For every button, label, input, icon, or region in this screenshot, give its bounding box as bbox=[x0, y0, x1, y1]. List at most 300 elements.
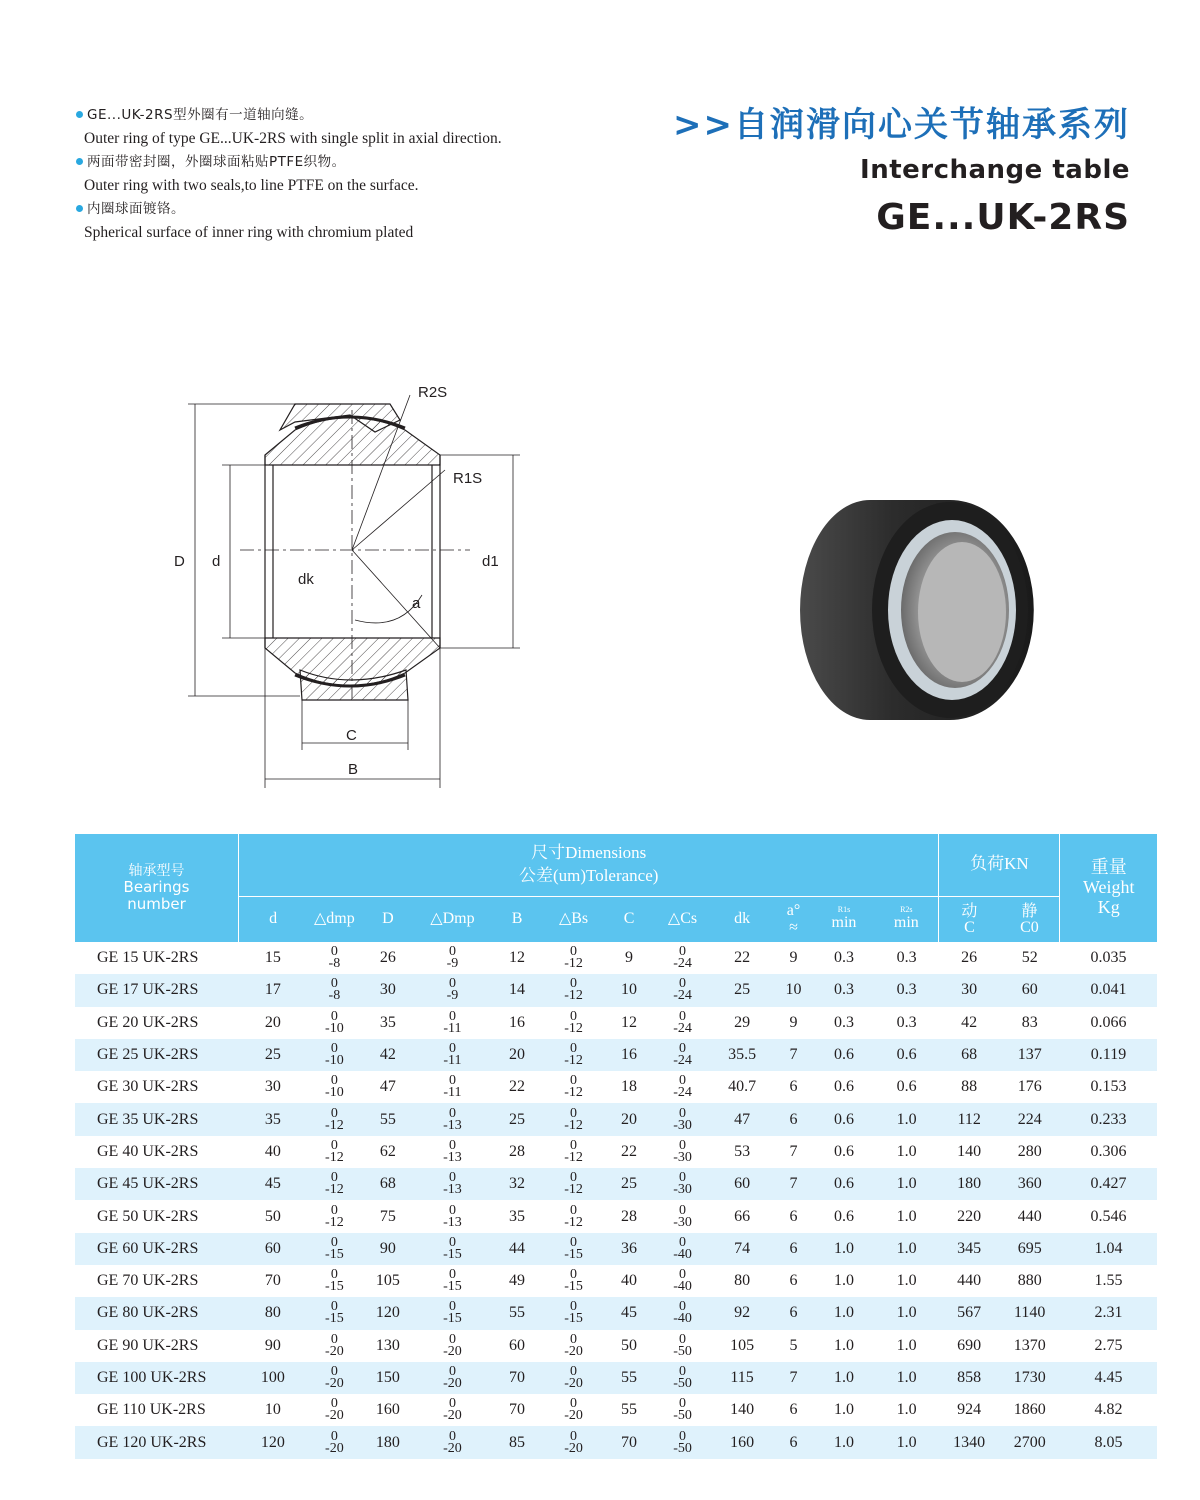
cell-weight: 0.427 bbox=[1060, 1168, 1157, 1200]
cell-B: 85 bbox=[491, 1426, 543, 1458]
cell-tol-Dmp bbox=[414, 1168, 491, 1200]
cell-static-load: 440 bbox=[1017, 1207, 1042, 1225]
cell-tol-Bs bbox=[543, 942, 604, 974]
cell-dynamic-load: 567 bbox=[939, 1297, 1000, 1329]
cell-d: 70 bbox=[264, 1272, 281, 1290]
tol-upper: 0 bbox=[570, 1267, 578, 1283]
tol-upper: 0 bbox=[448, 1331, 456, 1347]
tol-upper: 0 bbox=[679, 1428, 687, 1444]
cell-C: 50 bbox=[621, 1336, 638, 1354]
cell-static-load: 880 bbox=[1017, 1272, 1042, 1290]
cell-C: 40 bbox=[621, 1272, 638, 1290]
tol-lower: -30 bbox=[673, 1117, 692, 1133]
cell-d: 45 bbox=[239, 1168, 308, 1200]
cell-weight: 4.82 bbox=[1094, 1401, 1123, 1419]
table-row bbox=[75, 1136, 1157, 1168]
cell-weight: 0.041 bbox=[1060, 974, 1157, 1006]
cell-dynamic-load: 924 bbox=[957, 1401, 982, 1419]
cell-r1s: 1.0 bbox=[814, 1233, 875, 1265]
tol-lower: -15 bbox=[443, 1279, 462, 1295]
tol-lower: -24 bbox=[673, 956, 692, 972]
cell-dynamic-load: 140 bbox=[957, 1142, 982, 1160]
table-row bbox=[75, 1071, 1157, 1103]
cell-tol-Dmp bbox=[414, 1265, 491, 1297]
tol-lower: -20 bbox=[564, 1408, 583, 1424]
cell-r1s: 0.6 bbox=[833, 1078, 854, 1096]
label-C: C bbox=[346, 727, 357, 744]
header-bearings: 轴承型号 Bearings number bbox=[75, 834, 239, 942]
tol-upper: 0 bbox=[570, 1234, 578, 1250]
tol-upper: 0 bbox=[679, 1041, 687, 1057]
cell-static-load: 1730 bbox=[999, 1362, 1060, 1394]
cell-C: 55 bbox=[621, 1401, 638, 1419]
tol-lower: -24 bbox=[673, 1053, 692, 1069]
cell-B: 55 bbox=[491, 1297, 543, 1329]
cell-D: 30 bbox=[362, 974, 414, 1006]
cell-alpha: 7 bbox=[773, 1039, 813, 1071]
tol-lower: -15 bbox=[443, 1311, 462, 1327]
bullet-dot-icon bbox=[76, 158, 83, 165]
tol-upper: 0 bbox=[330, 1137, 338, 1153]
cell-tol-dmp bbox=[307, 1200, 362, 1232]
cell-tol-dmp bbox=[307, 1394, 362, 1426]
cell-tol-Bs bbox=[543, 1362, 604, 1394]
cell-weight: 0.066 bbox=[1090, 1013, 1127, 1031]
tol-lower: -15 bbox=[325, 1246, 344, 1262]
cell-dynamic-load: 220 bbox=[957, 1207, 982, 1225]
cell-C: 18 bbox=[621, 1078, 638, 1096]
cell-model: GE 90 UK-2RS bbox=[97, 1336, 199, 1354]
cell-tol-Bs bbox=[543, 1394, 604, 1426]
tol-lower: -12 bbox=[325, 1117, 344, 1133]
cell-tol-Bs bbox=[543, 1136, 604, 1168]
tol-lower: -8 bbox=[328, 988, 341, 1004]
tol-lower: -9 bbox=[446, 956, 459, 972]
tol-lower: -12 bbox=[564, 1149, 583, 1165]
cell-dynamic-load: 440 bbox=[957, 1272, 982, 1290]
cell-dk: 80 bbox=[734, 1272, 751, 1290]
cell-r2s: 1.0 bbox=[874, 1168, 939, 1200]
cell-alpha: 6 bbox=[789, 1401, 798, 1419]
cell-dynamic-load: 30 bbox=[939, 974, 1000, 1006]
tol-upper: 0 bbox=[679, 1137, 687, 1153]
cell-tol-Cs bbox=[654, 1362, 711, 1394]
bullet-zh: 两面带密封圈，外圈球面粘贴PTFE织物。 bbox=[87, 154, 346, 170]
tol-lower: -12 bbox=[564, 988, 583, 1004]
tol-lower: -50 bbox=[673, 1343, 692, 1359]
col-alpha: a° ≈ bbox=[773, 896, 813, 942]
table-row bbox=[75, 1330, 1157, 1362]
col-B: B bbox=[491, 896, 543, 942]
tol-lower: -11 bbox=[443, 1085, 462, 1101]
cell-tol-Dmp bbox=[414, 1394, 491, 1426]
cell-r2s: 1.0 bbox=[896, 1401, 917, 1419]
cell-weight: 8.05 bbox=[1060, 1426, 1157, 1458]
cell-tol-Cs bbox=[654, 1330, 711, 1362]
cell-tol-dmp bbox=[307, 1426, 362, 1458]
cell-D: 150 bbox=[362, 1362, 414, 1394]
tol-upper: 0 bbox=[570, 1364, 578, 1379]
cell-static-load: 1860 bbox=[1013, 1401, 1046, 1419]
cell-D: 130 bbox=[375, 1336, 400, 1354]
cell-d: 90 bbox=[264, 1336, 281, 1354]
tol-upper: 0 bbox=[679, 1008, 687, 1024]
label-d: d bbox=[212, 553, 221, 570]
cell-alpha: 6 bbox=[789, 1272, 798, 1290]
cell-weight: 0.035 bbox=[1090, 949, 1127, 967]
cell-alpha: 6 bbox=[773, 1426, 813, 1458]
cell-model: GE 35 UK-2RS bbox=[75, 1103, 239, 1135]
cell-weight: 2.75 bbox=[1094, 1336, 1123, 1354]
tol-upper: 0 bbox=[679, 1202, 687, 1218]
cell-tol-dmp bbox=[307, 1168, 362, 1200]
col-d: d bbox=[239, 896, 308, 942]
tol-lower: -20 bbox=[443, 1376, 462, 1391]
cell-dk: 60 bbox=[711, 1168, 774, 1200]
cell-tol-dmp bbox=[307, 974, 362, 1006]
tol-lower: -24 bbox=[673, 1085, 692, 1101]
table-row bbox=[75, 942, 1157, 974]
cell-dk: 29 bbox=[734, 1013, 751, 1031]
tol-lower: -30 bbox=[673, 1149, 692, 1165]
tol-lower: -20 bbox=[443, 1408, 462, 1424]
tol-upper: 0 bbox=[448, 1041, 456, 1057]
cell-D: 90 bbox=[362, 1233, 414, 1265]
tol-lower: -12 bbox=[325, 1214, 344, 1230]
tol-upper: 0 bbox=[330, 1331, 338, 1347]
cell-d: 15 bbox=[264, 949, 281, 967]
cell-D: 160 bbox=[375, 1401, 400, 1419]
tol-lower: -12 bbox=[325, 1149, 344, 1165]
tol-upper: 0 bbox=[679, 1234, 687, 1250]
cell-r1s: 0.3 bbox=[833, 949, 854, 967]
table-row bbox=[75, 1265, 1157, 1297]
table-row bbox=[75, 1426, 1157, 1458]
cell-static-load: 60 bbox=[999, 974, 1060, 1006]
cell-r1s: 1.0 bbox=[833, 1336, 854, 1354]
interchange-table bbox=[75, 834, 1157, 1459]
cell-r1s: 1.0 bbox=[833, 1272, 854, 1290]
bullet-item bbox=[76, 198, 616, 245]
cell-dk: 66 bbox=[734, 1207, 751, 1225]
cell-model: GE 30 UK-2RS bbox=[97, 1078, 199, 1096]
tol-upper: 0 bbox=[679, 1105, 687, 1121]
label-dk: dk bbox=[298, 571, 314, 588]
tol-lower: -20 bbox=[325, 1440, 344, 1456]
cell-dk: 115 bbox=[711, 1362, 774, 1394]
tol-lower: -50 bbox=[673, 1440, 692, 1456]
title-block bbox=[570, 100, 1130, 246]
tol-upper: 0 bbox=[570, 1137, 578, 1153]
cell-B: 25 bbox=[491, 1103, 543, 1135]
tol-lower: -9 bbox=[446, 988, 459, 1004]
cell-weight: 0.233 bbox=[1060, 1103, 1157, 1135]
cell-dynamic-load: 690 bbox=[957, 1336, 982, 1354]
tol-upper: 0 bbox=[330, 976, 338, 992]
tol-upper: 0 bbox=[448, 1137, 456, 1153]
tol-upper: 0 bbox=[330, 1041, 338, 1057]
cell-tol-Bs bbox=[543, 1007, 604, 1039]
tol-upper: 0 bbox=[679, 944, 687, 960]
cell-r1s: 0.6 bbox=[814, 1103, 875, 1135]
tol-lower: -15 bbox=[564, 1311, 583, 1327]
cell-static-load: 695 bbox=[999, 1233, 1060, 1265]
cell-tol-Bs bbox=[543, 1426, 604, 1458]
cell-tol-Dmp bbox=[414, 1233, 491, 1265]
tol-upper: 0 bbox=[679, 1299, 687, 1315]
header-dimensions: 尺寸Dimensions 公差(um)Tolerance) bbox=[239, 834, 939, 896]
tol-upper: 0 bbox=[570, 1202, 578, 1218]
cell-r1s: 0.6 bbox=[833, 1142, 854, 1160]
cell-weight: 0.119 bbox=[1060, 1039, 1157, 1071]
table-row bbox=[75, 1200, 1157, 1232]
tol-lower: -15 bbox=[564, 1279, 583, 1295]
cell-model: GE 70 UK-2RS bbox=[97, 1272, 199, 1290]
table-row bbox=[75, 1007, 1157, 1039]
cell-C: 9 bbox=[625, 949, 634, 967]
cell-weight: 2.31 bbox=[1060, 1297, 1157, 1329]
cell-alpha: 9 bbox=[789, 949, 798, 967]
tol-upper: 0 bbox=[570, 1396, 578, 1412]
bearing-photo bbox=[800, 490, 1040, 740]
label-D: D bbox=[174, 553, 185, 570]
cell-alpha: 7 bbox=[773, 1362, 813, 1394]
label-B: B bbox=[348, 761, 359, 778]
col-dk: dk bbox=[711, 896, 774, 942]
tol-upper: 0 bbox=[679, 1331, 687, 1347]
cell-C: 55 bbox=[604, 1362, 654, 1394]
bullet-item bbox=[76, 104, 616, 151]
tol-upper: 0 bbox=[330, 1364, 338, 1379]
table-body bbox=[75, 942, 1157, 1459]
cell-tol-Dmp bbox=[414, 1071, 491, 1103]
cell-tol-Dmp bbox=[414, 1297, 491, 1329]
tol-lower: -10 bbox=[325, 1085, 344, 1101]
cell-dk: 53 bbox=[734, 1142, 751, 1160]
interchange-title: Interchange table bbox=[860, 155, 1130, 185]
cell-B: 70 bbox=[509, 1401, 526, 1419]
cell-weight: 0.153 bbox=[1090, 1078, 1127, 1096]
table-row bbox=[75, 1362, 1157, 1394]
tol-lower: -20 bbox=[564, 1440, 583, 1456]
cell-static-load: 52 bbox=[1021, 949, 1038, 967]
tol-upper: 0 bbox=[570, 976, 578, 992]
tol-lower: -40 bbox=[673, 1279, 692, 1295]
cell-weight: 1.55 bbox=[1094, 1272, 1123, 1290]
tol-upper: 0 bbox=[448, 1299, 456, 1315]
cell-B: 44 bbox=[491, 1233, 543, 1265]
cell-B: 28 bbox=[509, 1142, 526, 1160]
cell-alpha: 6 bbox=[789, 1078, 798, 1096]
cell-C: 10 bbox=[604, 974, 654, 1006]
tol-upper: 0 bbox=[330, 1299, 338, 1315]
cell-r1s: 1.0 bbox=[814, 1297, 875, 1329]
cell-tol-Dmp bbox=[414, 974, 491, 1006]
cell-tol-Cs bbox=[654, 1103, 711, 1135]
cell-dynamic-load: 1340 bbox=[939, 1426, 1000, 1458]
cell-d: 100 bbox=[239, 1362, 308, 1394]
cell-tol-Bs bbox=[543, 1330, 604, 1362]
table-row bbox=[75, 1297, 1157, 1329]
cell-tol-Bs bbox=[543, 1039, 604, 1071]
tol-upper: 0 bbox=[330, 1170, 338, 1186]
tol-lower: -13 bbox=[443, 1149, 462, 1165]
cell-tol-Bs bbox=[543, 974, 604, 1006]
bullet-en: Outer ring of type GE...UK-2RS with single split in axial direction. bbox=[84, 130, 502, 147]
cell-d: 50 bbox=[264, 1207, 281, 1225]
cell-dk: 22 bbox=[734, 949, 751, 967]
tol-upper: 0 bbox=[330, 1267, 338, 1283]
tol-upper: 0 bbox=[330, 1234, 338, 1250]
tol-lower: -13 bbox=[443, 1182, 462, 1198]
tol-lower: -12 bbox=[325, 1182, 344, 1198]
cell-tol-dmp bbox=[307, 1007, 362, 1039]
cell-tol-dmp bbox=[307, 1265, 362, 1297]
tol-upper: 0 bbox=[679, 1364, 687, 1379]
cell-d: 40 bbox=[264, 1142, 281, 1160]
cell-B: 70 bbox=[491, 1362, 543, 1394]
tol-upper: 0 bbox=[330, 1396, 338, 1412]
cell-tol-Cs bbox=[654, 974, 711, 1006]
tol-upper: 0 bbox=[570, 1041, 578, 1057]
tol-lower: -11 bbox=[443, 1053, 462, 1069]
cell-dynamic-load: 68 bbox=[939, 1039, 1000, 1071]
cell-r2s: 1.0 bbox=[896, 1336, 917, 1354]
cell-tol-Cs bbox=[654, 1039, 711, 1071]
tol-upper: 0 bbox=[570, 1170, 578, 1186]
cell-r2s: 1.0 bbox=[874, 1426, 939, 1458]
cell-tol-dmp bbox=[307, 1039, 362, 1071]
bearing-cross-section-drawing bbox=[160, 370, 520, 800]
cell-tol-Cs bbox=[654, 1136, 711, 1168]
tol-lower: -30 bbox=[673, 1182, 692, 1198]
tol-lower: -20 bbox=[325, 1408, 344, 1424]
cell-r1s: 1.0 bbox=[814, 1362, 875, 1394]
table-row bbox=[75, 974, 1157, 1006]
cell-r1s: 1.0 bbox=[814, 1426, 875, 1458]
cell-C: 45 bbox=[604, 1297, 654, 1329]
cell-tol-Dmp bbox=[414, 1136, 491, 1168]
cell-D: 68 bbox=[362, 1168, 414, 1200]
cell-tol-Cs bbox=[654, 1394, 711, 1426]
cell-C: 12 bbox=[621, 1013, 638, 1031]
cell-r1s: 0.3 bbox=[833, 1013, 854, 1031]
cell-dynamic-load: 42 bbox=[961, 1013, 978, 1031]
table-row bbox=[75, 1394, 1157, 1426]
cell-weight: 1.04 bbox=[1060, 1233, 1157, 1265]
cell-tol-Bs bbox=[543, 1265, 604, 1297]
bullet-en: Outer ring with two seals,to line PTFE on the surface. bbox=[84, 177, 419, 194]
cell-tol-Dmp bbox=[414, 1007, 491, 1039]
bullet-en: Spherical surface of inner ring with chromium plated bbox=[84, 224, 414, 241]
cell-tol-Dmp bbox=[414, 1103, 491, 1135]
cell-B: 16 bbox=[509, 1013, 526, 1031]
cell-dk: 40.7 bbox=[728, 1078, 757, 1096]
cell-D: 105 bbox=[375, 1272, 400, 1290]
cell-dk: 74 bbox=[711, 1233, 774, 1265]
cell-tol-Cs bbox=[654, 1233, 711, 1265]
cell-alpha: 7 bbox=[773, 1168, 813, 1200]
cell-model: GE 120 UK-2RS bbox=[75, 1426, 239, 1458]
cell-dk: 25 bbox=[711, 974, 774, 1006]
tol-upper: 0 bbox=[570, 1428, 578, 1444]
label-a: a bbox=[412, 595, 421, 612]
cell-static-load: 176 bbox=[1017, 1078, 1042, 1096]
cell-r1s: 0.6 bbox=[814, 1168, 875, 1200]
cell-r2s: 0.3 bbox=[874, 974, 939, 1006]
tol-upper: 0 bbox=[570, 1008, 578, 1024]
model-title: GE...UK-2RS bbox=[876, 197, 1130, 238]
cell-B: 60 bbox=[509, 1336, 526, 1354]
cell-alpha: 7 bbox=[789, 1142, 798, 1160]
tol-lower: -10 bbox=[325, 1053, 344, 1069]
tol-upper: 0 bbox=[448, 1364, 456, 1379]
cell-d: 25 bbox=[239, 1039, 308, 1071]
tol-lower: -11 bbox=[443, 1020, 462, 1036]
cell-dynamic-load: 26 bbox=[961, 949, 978, 967]
header-load: 负荷KN bbox=[939, 834, 1060, 896]
tol-upper: 0 bbox=[448, 1202, 456, 1218]
cell-r2s: 0.6 bbox=[896, 1078, 917, 1096]
feature-bullets bbox=[76, 104, 616, 245]
tol-lower: -15 bbox=[564, 1246, 583, 1262]
tol-lower: -12 bbox=[564, 956, 583, 972]
tol-lower: -20 bbox=[443, 1343, 462, 1359]
cell-r2s: 0.3 bbox=[896, 949, 917, 967]
tol-lower: -13 bbox=[443, 1117, 462, 1133]
tol-upper: 0 bbox=[679, 1267, 687, 1283]
tol-upper: 0 bbox=[448, 976, 456, 992]
cell-static-load: 137 bbox=[999, 1039, 1060, 1071]
cell-D: 120 bbox=[362, 1297, 414, 1329]
cell-tol-Bs bbox=[543, 1233, 604, 1265]
cell-tol-dmp bbox=[307, 1297, 362, 1329]
cell-tol-Cs bbox=[654, 1426, 711, 1458]
cell-tol-Bs bbox=[543, 1200, 604, 1232]
cell-r2s: 1.0 bbox=[896, 1142, 917, 1160]
cell-C: 16 bbox=[604, 1039, 654, 1071]
tol-upper: 0 bbox=[679, 976, 687, 992]
cell-tol-Bs bbox=[543, 1071, 604, 1103]
cell-alpha: 9 bbox=[789, 1013, 798, 1031]
cell-D: 42 bbox=[362, 1039, 414, 1071]
tol-upper: 0 bbox=[448, 1008, 456, 1024]
tol-lower: -13 bbox=[443, 1214, 462, 1230]
tol-lower: -12 bbox=[564, 1053, 583, 1069]
cell-D: 62 bbox=[379, 1142, 396, 1160]
cell-C: 22 bbox=[621, 1142, 638, 1160]
cell-r1s: 0.6 bbox=[833, 1207, 854, 1225]
cell-tol-Cs bbox=[654, 1071, 711, 1103]
cell-dk: 35.5 bbox=[711, 1039, 774, 1071]
tol-lower: -15 bbox=[325, 1311, 344, 1327]
cell-model: GE 25 UK-2RS bbox=[75, 1039, 239, 1071]
cell-dynamic-load: 345 bbox=[939, 1233, 1000, 1265]
cell-r1s: 0.3 bbox=[814, 974, 875, 1006]
tol-upper: 0 bbox=[330, 1428, 338, 1444]
bullet-zh: 内圈球面镀铬。 bbox=[87, 201, 185, 217]
cell-static-load: 1370 bbox=[1013, 1336, 1046, 1354]
cell-tol-Bs bbox=[543, 1103, 604, 1135]
cell-D: 47 bbox=[379, 1078, 396, 1096]
cell-tol-dmp bbox=[307, 942, 362, 974]
cell-C: 70 bbox=[604, 1426, 654, 1458]
cell-d: 120 bbox=[239, 1426, 308, 1458]
table-row bbox=[75, 1168, 1157, 1200]
cell-tol-dmp bbox=[307, 1233, 362, 1265]
tol-upper: 0 bbox=[448, 1073, 456, 1089]
cell-D: 26 bbox=[379, 949, 396, 967]
